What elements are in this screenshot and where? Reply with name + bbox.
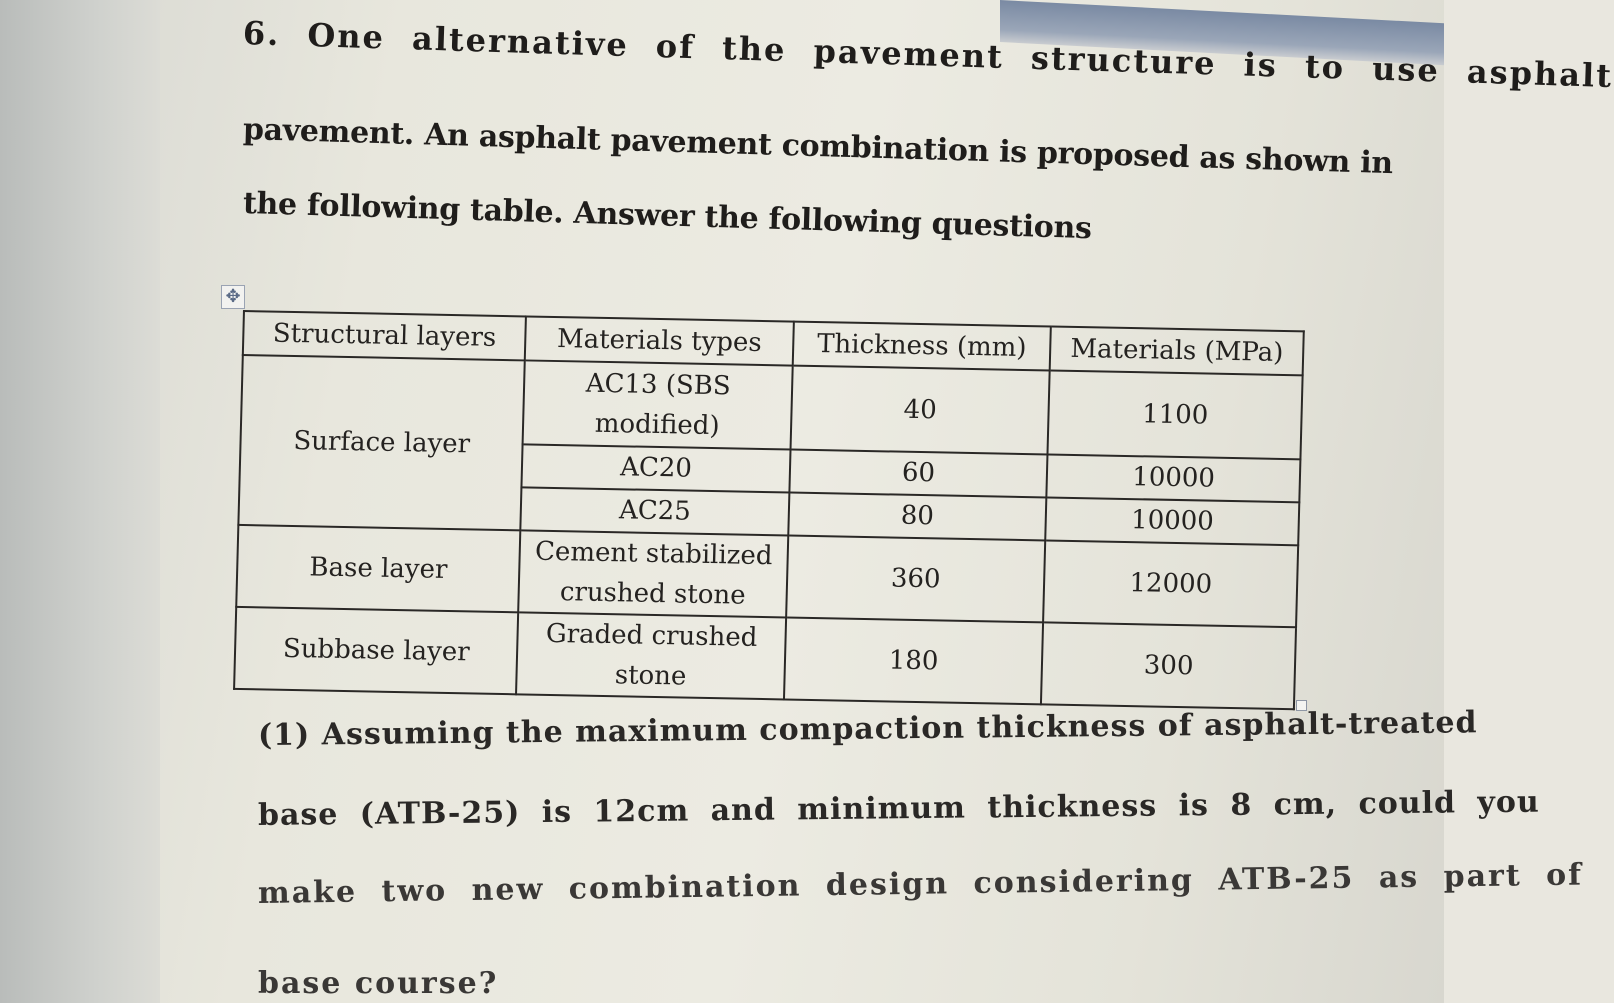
header-thickness: Thickness (mm): [792, 322, 1051, 371]
cell-thickness: 60: [789, 450, 1048, 498]
cell-modulus: 12000: [1043, 540, 1298, 627]
cell-material: AC13 (SBS modified): [523, 360, 793, 449]
sub-question-line-2: base (ATB-25) is 12cm and minimum thickness is 8 cm, could you: [257, 784, 1540, 833]
question-line-1: 6. One alternative of the pavement structure is to use asphalt: [242, 14, 1614, 96]
cell-thickness: 360: [786, 536, 1046, 623]
cell-layer-base: Base layer: [236, 525, 520, 612]
cell-thickness: 40: [790, 366, 1050, 455]
cell-material: AC25: [521, 487, 789, 535]
pavement-table-container: [233, 310, 1313, 710]
cell-layer-surface: Surface layer: [238, 355, 525, 530]
question-line-3: the following table. Answer the following questions: [242, 186, 1093, 247]
header-structural-layers: Structural layers: [243, 311, 526, 360]
cell-modulus: 1100: [1048, 371, 1303, 460]
question-line-2: pavement. An asphalt pavement combination is proposed as shown in: [242, 112, 1394, 182]
cell-thickness: 180: [784, 617, 1044, 704]
header-materials-mpa: Materials (MPa): [1050, 327, 1304, 376]
cell-material: Cement stabilized crushed stone: [519, 530, 789, 617]
cell-modulus: 300: [1041, 622, 1296, 709]
cell-thickness: 80: [788, 493, 1047, 541]
header-materials-types: Materials types: [525, 316, 794, 365]
sub-question-line-3: make two new combination design considering ATB-25 as part of: [257, 857, 1584, 911]
cell-layer-subbase: Subbase layer: [234, 607, 518, 694]
cell-material: Graded crushed stone: [516, 612, 786, 699]
sub-question-line-1: (1) Assuming the maximum compaction thickness of asphalt-treated: [257, 705, 1478, 753]
sub-question-line-4: base course?: [258, 966, 499, 1001]
cell-modulus: 10000: [1047, 454, 1301, 502]
cell-modulus: 10000: [1046, 497, 1300, 545]
table-move-handle-icon[interactable]: ✥: [221, 285, 245, 309]
cell-material: AC20: [522, 444, 790, 492]
pavement-table: [233, 310, 1305, 710]
